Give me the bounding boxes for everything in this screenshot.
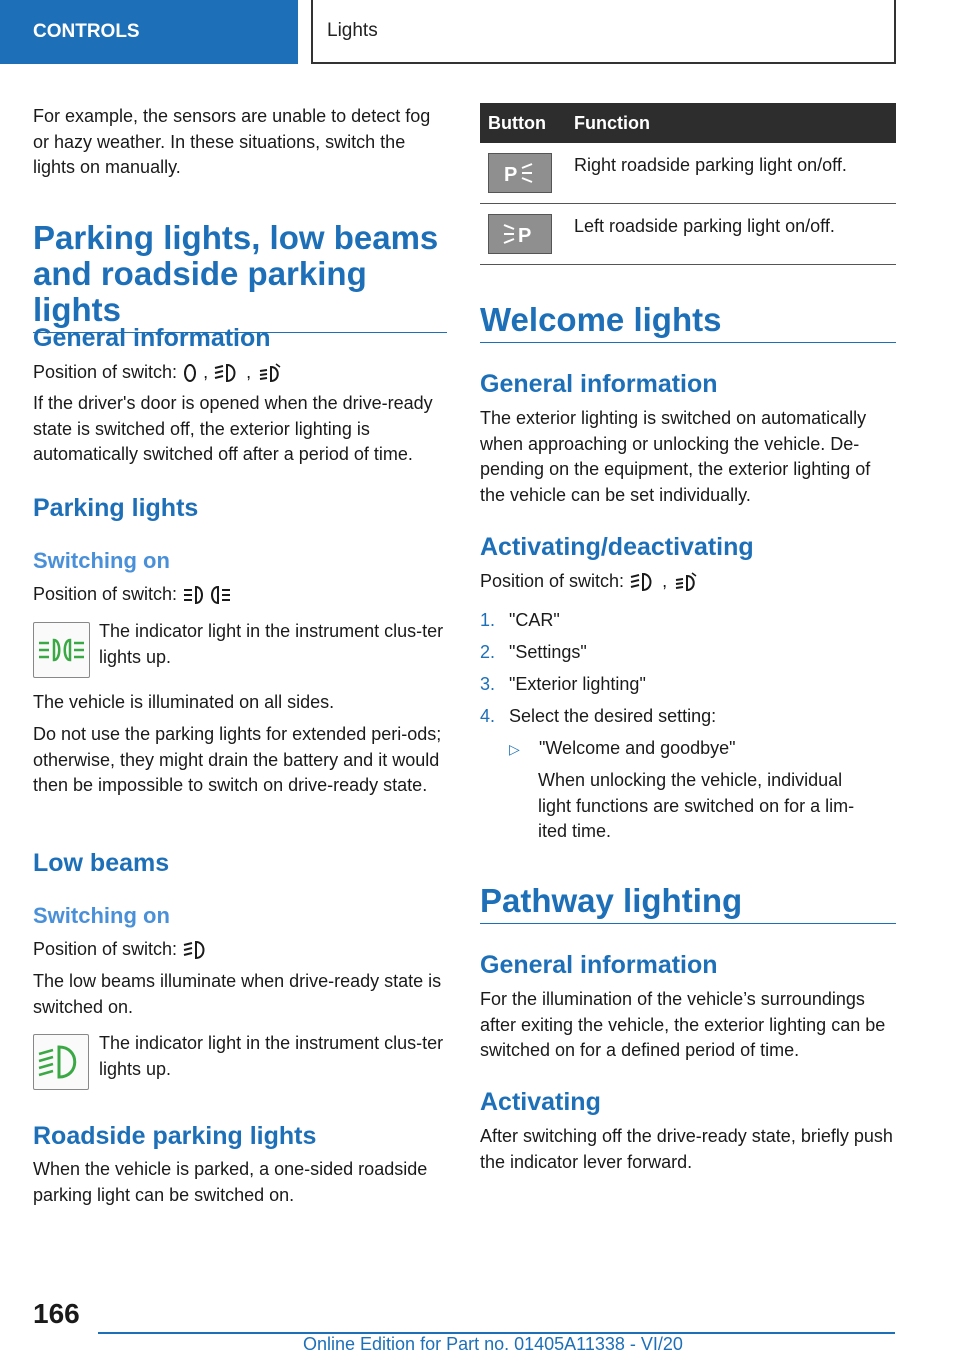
heading-general-information: General information <box>480 951 718 979</box>
triangle-bullet-icon: ▷ <box>509 741 520 757</box>
list-item <box>480 640 587 665</box>
low-beam-icon <box>182 939 210 961</box>
roadside-parking-text: When the vehicle is parked, a one-sided roadside parking light can be switched on. <box>33 1159 428 1205</box>
auto-headlight-icon <box>672 571 700 593</box>
section-title-parking: Parking lights, low beams and roadside parking lights <box>33 220 447 333</box>
table-cell-function: Right roadside parking light on/off. <box>566 143 896 204</box>
auto-headlight-icon <box>256 362 284 384</box>
low-beam-icon <box>629 571 657 593</box>
low-beam-icon <box>213 362 241 384</box>
heading-general-information: General information <box>33 324 271 352</box>
welcome-switch-position <box>480 569 896 595</box>
sub-item-text: "Welcome and goodbye" <box>539 738 736 758</box>
switch-position-line <box>33 360 447 386</box>
parking-indicator-text: The indicator light in the instrument clus-ter lights up. <box>99 621 444 667</box>
welcome-general-text: The exterior lighting is switched on automatically when approaching or unlocking the vehicle. De-pending on the equipment, the exterior lighting of the vehicle can be set individually. <box>480 408 871 505</box>
list-item <box>480 608 560 633</box>
right-roadside-parking-icon <box>488 153 552 193</box>
separator: , <box>246 362 252 382</box>
pathway-general-text: For the illumination of the vehicle’s surroundings after exiting the vehicle, the exterior lighting can be switched on for a defined period of time. <box>480 989 886 1060</box>
section-label: CONTROLS <box>33 21 140 42</box>
parking-text-1: The vehicle is illuminated on all sides. <box>33 692 335 712</box>
parking-switch-position <box>33 582 447 608</box>
heading-switching-on: Switching on <box>33 548 170 573</box>
section-title-pathway: Pathway lighting <box>480 883 896 924</box>
step-text: "Exterior lighting" <box>509 674 646 694</box>
parking-indicator-icon <box>33 622 90 678</box>
list-item <box>480 672 646 697</box>
step-number: 3. <box>480 674 496 694</box>
svg-text:P: P <box>504 164 518 186</box>
intro-paragraph: For example, the sensors are unable to detect fog or hazy weather. In these situations, switch the lights on manually. <box>33 106 431 177</box>
sub-list-item <box>509 736 736 762</box>
table-row <box>480 204 896 265</box>
low-beam-indicator-text: The indicator light in the instrument clus-ter lights up. <box>99 1033 444 1079</box>
heading-switching-on: Switching on <box>33 903 170 928</box>
table-cell-function: Left roadside parking light on/off. <box>566 204 896 265</box>
table-cell-button <box>480 204 566 265</box>
low-beam-text: The low beams illuminate when drive-ready state is switched on. <box>33 971 442 1017</box>
step-number: 1. <box>480 610 496 630</box>
step-text: "Settings" <box>509 642 587 662</box>
button-function-table <box>480 103 896 265</box>
switch-off-icon <box>182 362 198 384</box>
svg-text:P: P <box>518 225 532 247</box>
table-header-function: Function <box>566 103 896 143</box>
low-beam-indicator-icon <box>33 1034 89 1090</box>
sub-item-description: When unlocking the vehicle, individual light functions are switched on for a lim-ited time. <box>538 770 855 841</box>
left-roadside-parking-icon <box>488 214 552 254</box>
low-beam-switch-position <box>33 937 447 963</box>
section-title-welcome: Welcome lights <box>480 302 896 343</box>
table-cell-button <box>480 143 566 204</box>
switch-position-label: Position of switch: <box>33 584 178 604</box>
chapter-label: Lights <box>327 20 378 41</box>
footer-edition: Online Edition for Part no. 01405A11338 - VI/20 <box>303 1334 683 1354</box>
switch-position-label: Position of switch: <box>33 939 178 959</box>
heading-low-beams: Low beams <box>33 849 170 877</box>
table-header-row <box>480 103 896 143</box>
list-item <box>480 704 716 729</box>
switch-position-label: Position of switch: <box>33 362 178 382</box>
table-header-button: Button <box>480 103 566 143</box>
section-tab <box>0 0 298 64</box>
heading-activating: Activating <box>480 1088 601 1116</box>
switch-position-label: Position of switch: <box>480 571 625 591</box>
parking-text-2: Do not use the parking lights for extended peri-ods; otherwise, they might drain the battery and it would then be impossible to switch on drive-ready state. <box>33 724 442 795</box>
table-row <box>480 143 896 204</box>
heading-activating-deactivating: Activating/deactivating <box>480 533 754 561</box>
step-number: 4. <box>480 706 496 726</box>
step-text: Select the desired setting: <box>509 706 717 726</box>
step-text: "CAR" <box>509 610 560 630</box>
general-info-text: If the driver's door is opened when the drive-ready state is switched off, the exterior lighting is automatically switched off after a period of time. <box>33 393 433 464</box>
page-number: 166 <box>33 1298 80 1329</box>
heading-roadside-parking: Roadside parking lights <box>33 1122 317 1150</box>
heading-parking-lights: Parking lights <box>33 494 199 522</box>
parking-light-icon <box>182 584 232 606</box>
chapter-tab <box>311 0 896 64</box>
step-number: 2. <box>480 642 496 662</box>
separator: , <box>203 362 209 382</box>
separator: , <box>662 571 668 591</box>
heading-general-information: General information <box>480 370 718 398</box>
pathway-activating-text: After switching off the drive-ready state, briefly push the indicator lever forward. <box>480 1126 893 1172</box>
